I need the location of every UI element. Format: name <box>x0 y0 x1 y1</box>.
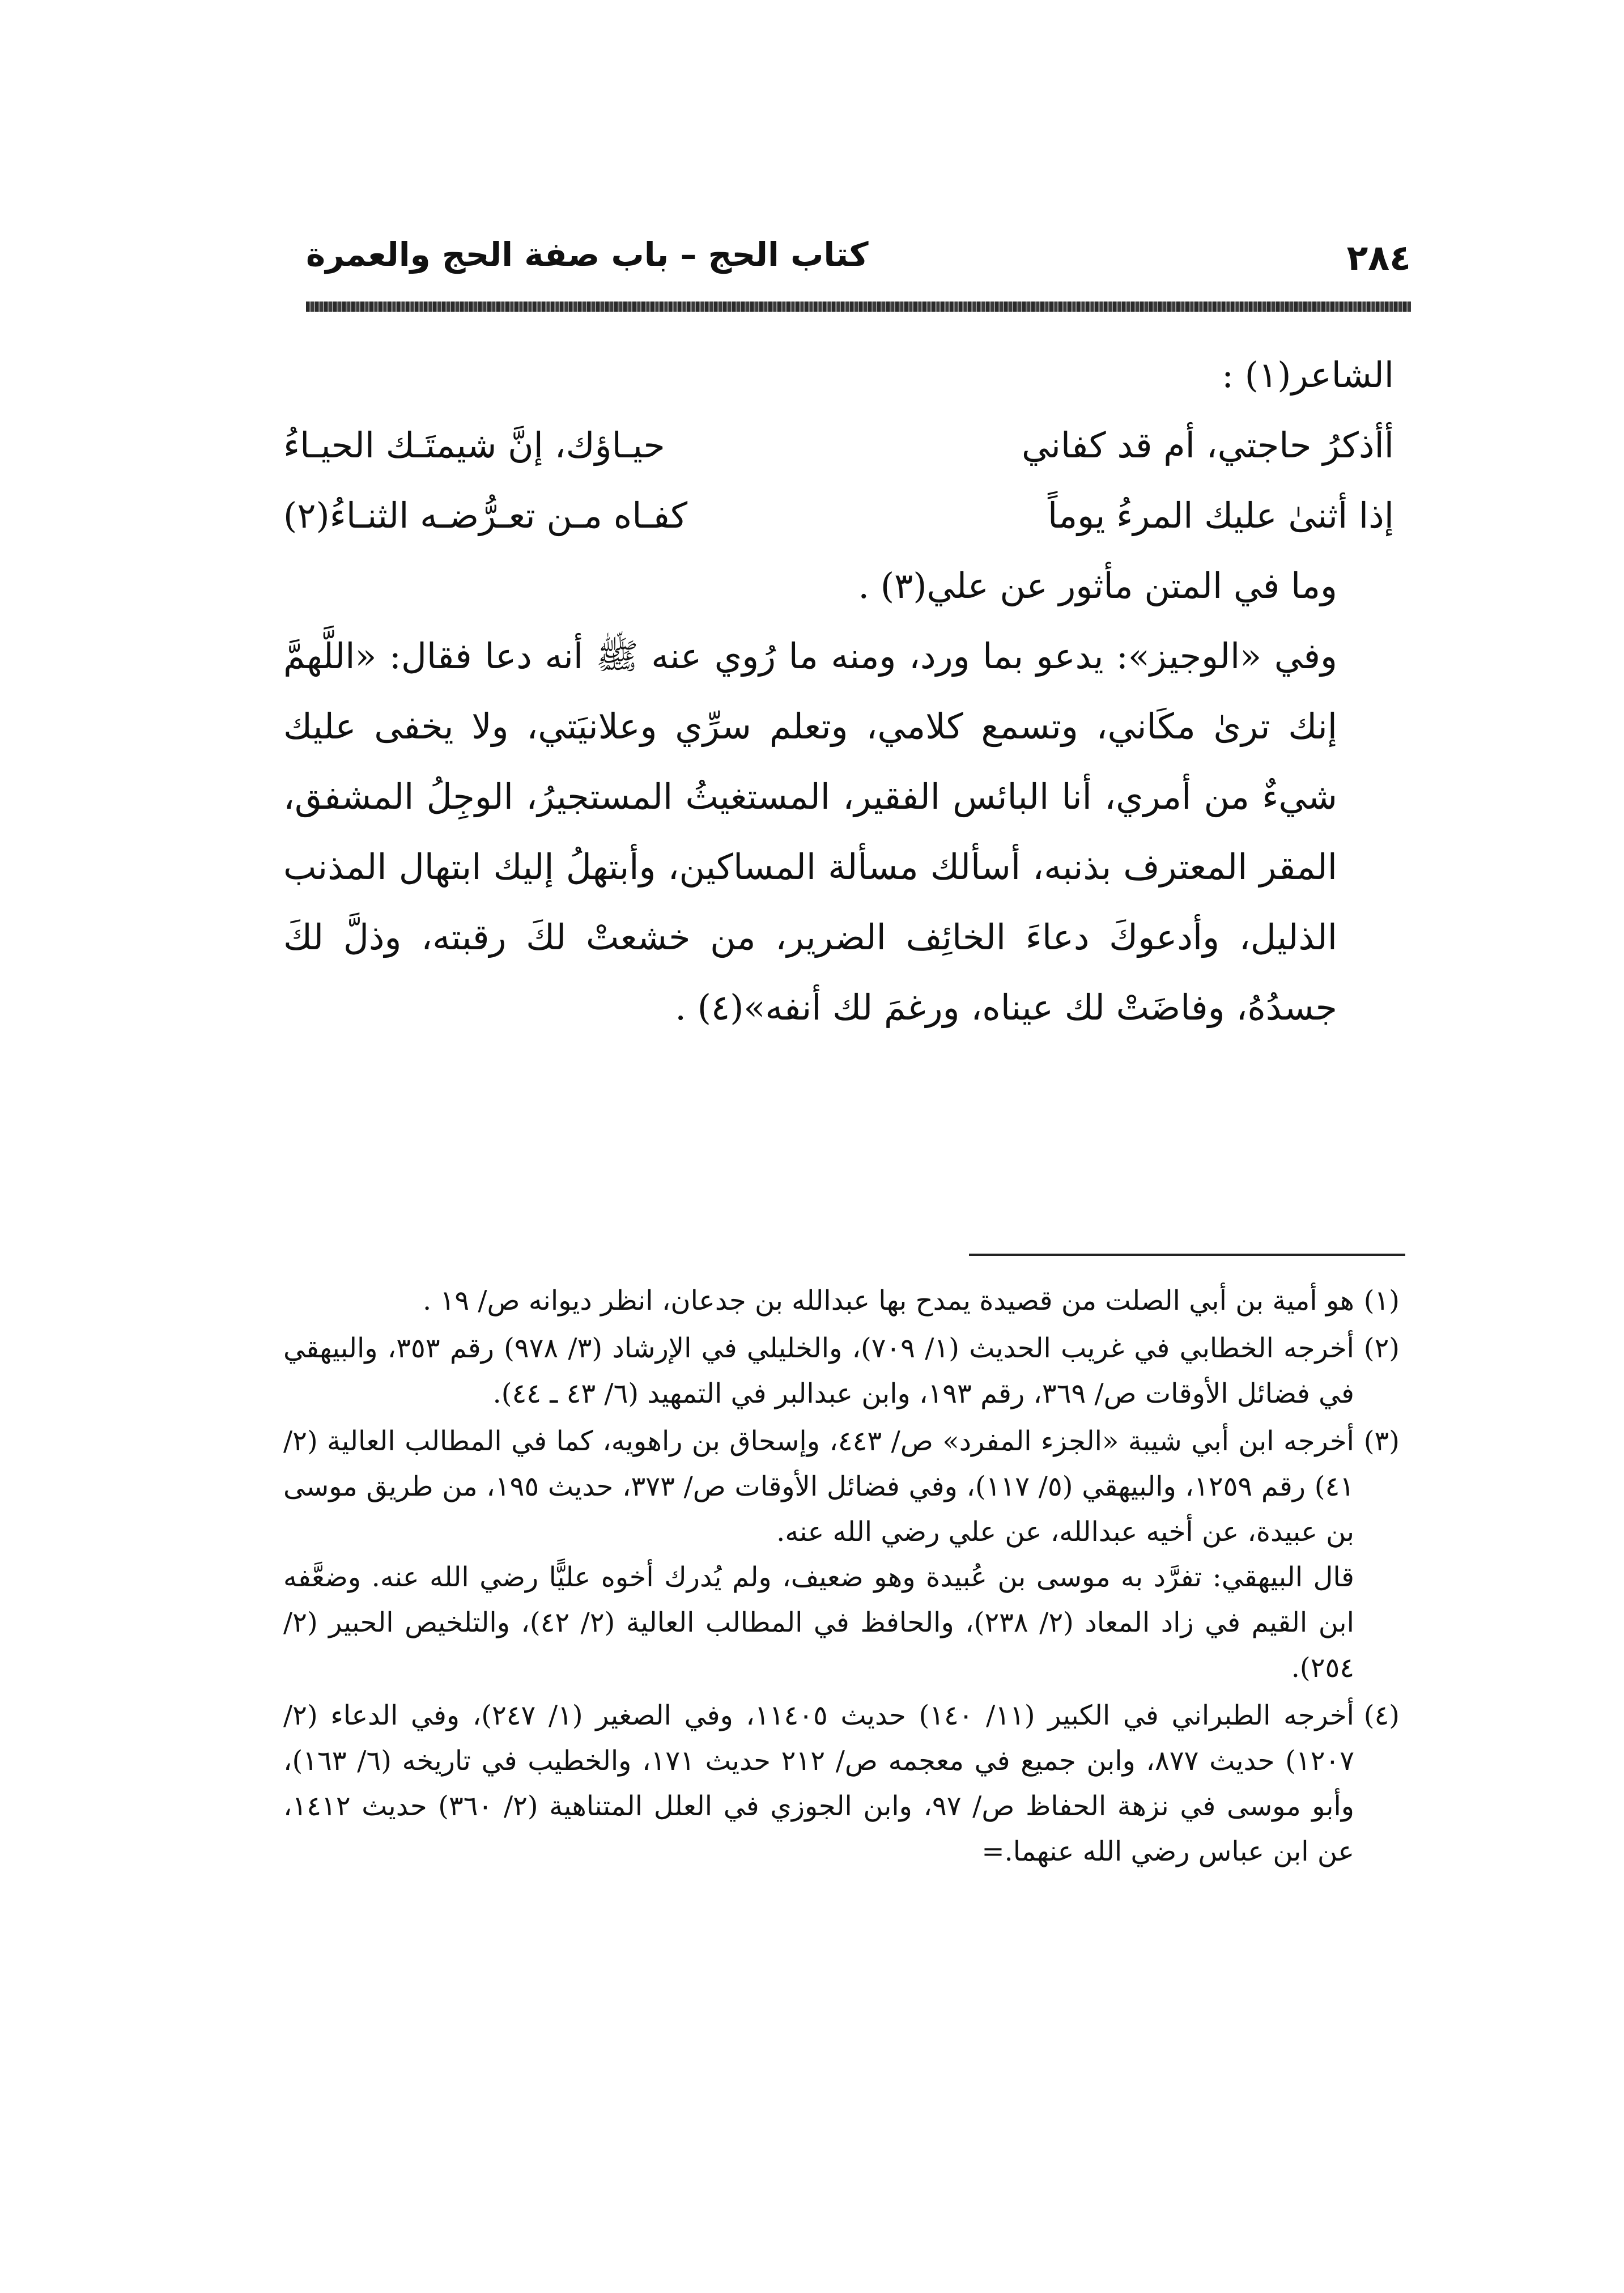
paragraph-1: وما في المتن مأثور عن علي(٣) . <box>858 565 1337 606</box>
verse-2-second-hemistich: كفـاه مـن تعـرُّضـه الثنـاءُ(٢) <box>283 495 688 536</box>
footnote-separator <box>969 1254 1405 1256</box>
footnote-number: (٣) <box>1363 1425 1400 1457</box>
running-title: كتاب الحج – باب صفة الحج والعمرة <box>306 235 869 274</box>
verse-2-first-hemistich: إذا أثنىٰ عليك المرءُ يوماً <box>1048 495 1394 536</box>
main-text <box>283 340 1394 1043</box>
footnote-text: أخرجه الخطابي في غريب الحديث (١/ ٧٠٩)، والخليلي في الإرشاد (٣/ ٩٧٨) رقم ٣٥٣، والبيهقي في فضائل الأوقات ص/ ٣٦٩، رقم ١٩٣، وابن عبدالبر في التمهيد (٦/ ٤٣ ـ ٤٤). <box>283 1332 1355 1409</box>
paragraph-2: وفي «الوجيز»: يدعو بما ورد، ومنه ما رُوي عنه ﷺ أنه دعا فقال: «اللَّهمَّ إنك ترىٰ مكَاني، وتسمع كلامي، وتعلم سرِّي وعلانيَتي، ولا يخفى عليك شيءٌ من أمري، أنا البائس الفقير، المستغيثُ المستجيرُ، الوجِلُ المشفق، المقر المعترف بذنبه، أسألك مسألة المساكين، وأبتهلُ إليك ابتهال المذنب الذليل، وأدعوكَ دعاءَ الخائِف الضرير، من خشعتْ لكَ رقبته، وذلَّ لكَ جسدُهُ، وفاضَتْ لك عيناه، ورغمَ لك أنفه»(٤) . <box>283 635 1337 1028</box>
footnote-2 <box>283 1326 1400 1416</box>
footnote-text-continued: قال البيهقي: تفرَّد به موسى بن عُبيدة وهو ضعيف، ولم يُدرك أخوه عليًّا رضي الله عنه. وضعَّفه ابن القيم في زاد المعاد (٢/ ٢٣٨)، والحافظ في المطالب العالية (٢/ ٤٢)، والتلخيص الحبير (٢/ ٢٥٤). <box>283 1561 1355 1684</box>
footnotes <box>283 1278 1400 1876</box>
footnote-3 <box>283 1419 1400 1691</box>
header-rule <box>306 302 1411 312</box>
verse-line-1 <box>283 410 1394 481</box>
page-header <box>306 235 1411 278</box>
footnote-text: أخرجه ابن أبي شيبة «الجزء المفرد» ص/ ٤٤٣، وإسحاق بن راهويه، كما في المطالب العالية (٢/ ٤١) رقم ١٢٥٩، والبيهقي (٥/ ١١٧)، وفي فضائل الأوقات ص/ ٣٧٣، حديث ١٩٥، من طريق موسى بن عبيدة، عن أخيه عبدالله، عن علي رضي الله عنه. <box>283 1425 1354 1548</box>
footnote-1 <box>283 1278 1400 1323</box>
footnote-number: (٤) <box>1363 1700 1400 1731</box>
poet-intro: الشاعر(١) : <box>1222 354 1394 396</box>
verse-1-first-hemistich: أأذكرُ حاجتي، أم قد كفاني <box>1021 424 1394 466</box>
footnote-4 <box>283 1693 1400 1874</box>
footnote-number: (٢) <box>1363 1332 1400 1364</box>
page-number: ٢٨٤ <box>1346 237 1411 278</box>
footnote-number: (١) <box>1363 1285 1400 1317</box>
footnote-text: أخرجه الطبراني في الكبير (١١/ ١٤٠) حديث ١١٤٠٥، وفي الصغير (١/ ٢٤٧)، وفي الدعاء (٢/ ١٢٠٧) حديث ٨٧٧، وابن جميع في معجمه ص/ ٢١٢ حديث ١٧١، والخطيب في تاريخه (٦/ ١٦٣)، وأبو موسى في نزهة الحفاظ ص/ ٩٧، وابن الجوزي في العلل المتناهية (٢/ ٣٦٠) حديث ١٤١٢، عن ابن عباس رضي الله عنهما.= <box>283 1700 1355 1867</box>
verse-1-second-hemistich: حيـاؤك، إنَّ شيمتَـك الحيـاءُ <box>283 424 665 466</box>
verse-line-2 <box>283 481 1394 551</box>
footnote-body <box>283 1419 1354 1691</box>
footnote-text: هو أمية بن أبي الصلت من قصيدة يمدح بها عبدالله بن جدعان، انظر ديوانه ص/ ١٩ . <box>423 1285 1354 1317</box>
